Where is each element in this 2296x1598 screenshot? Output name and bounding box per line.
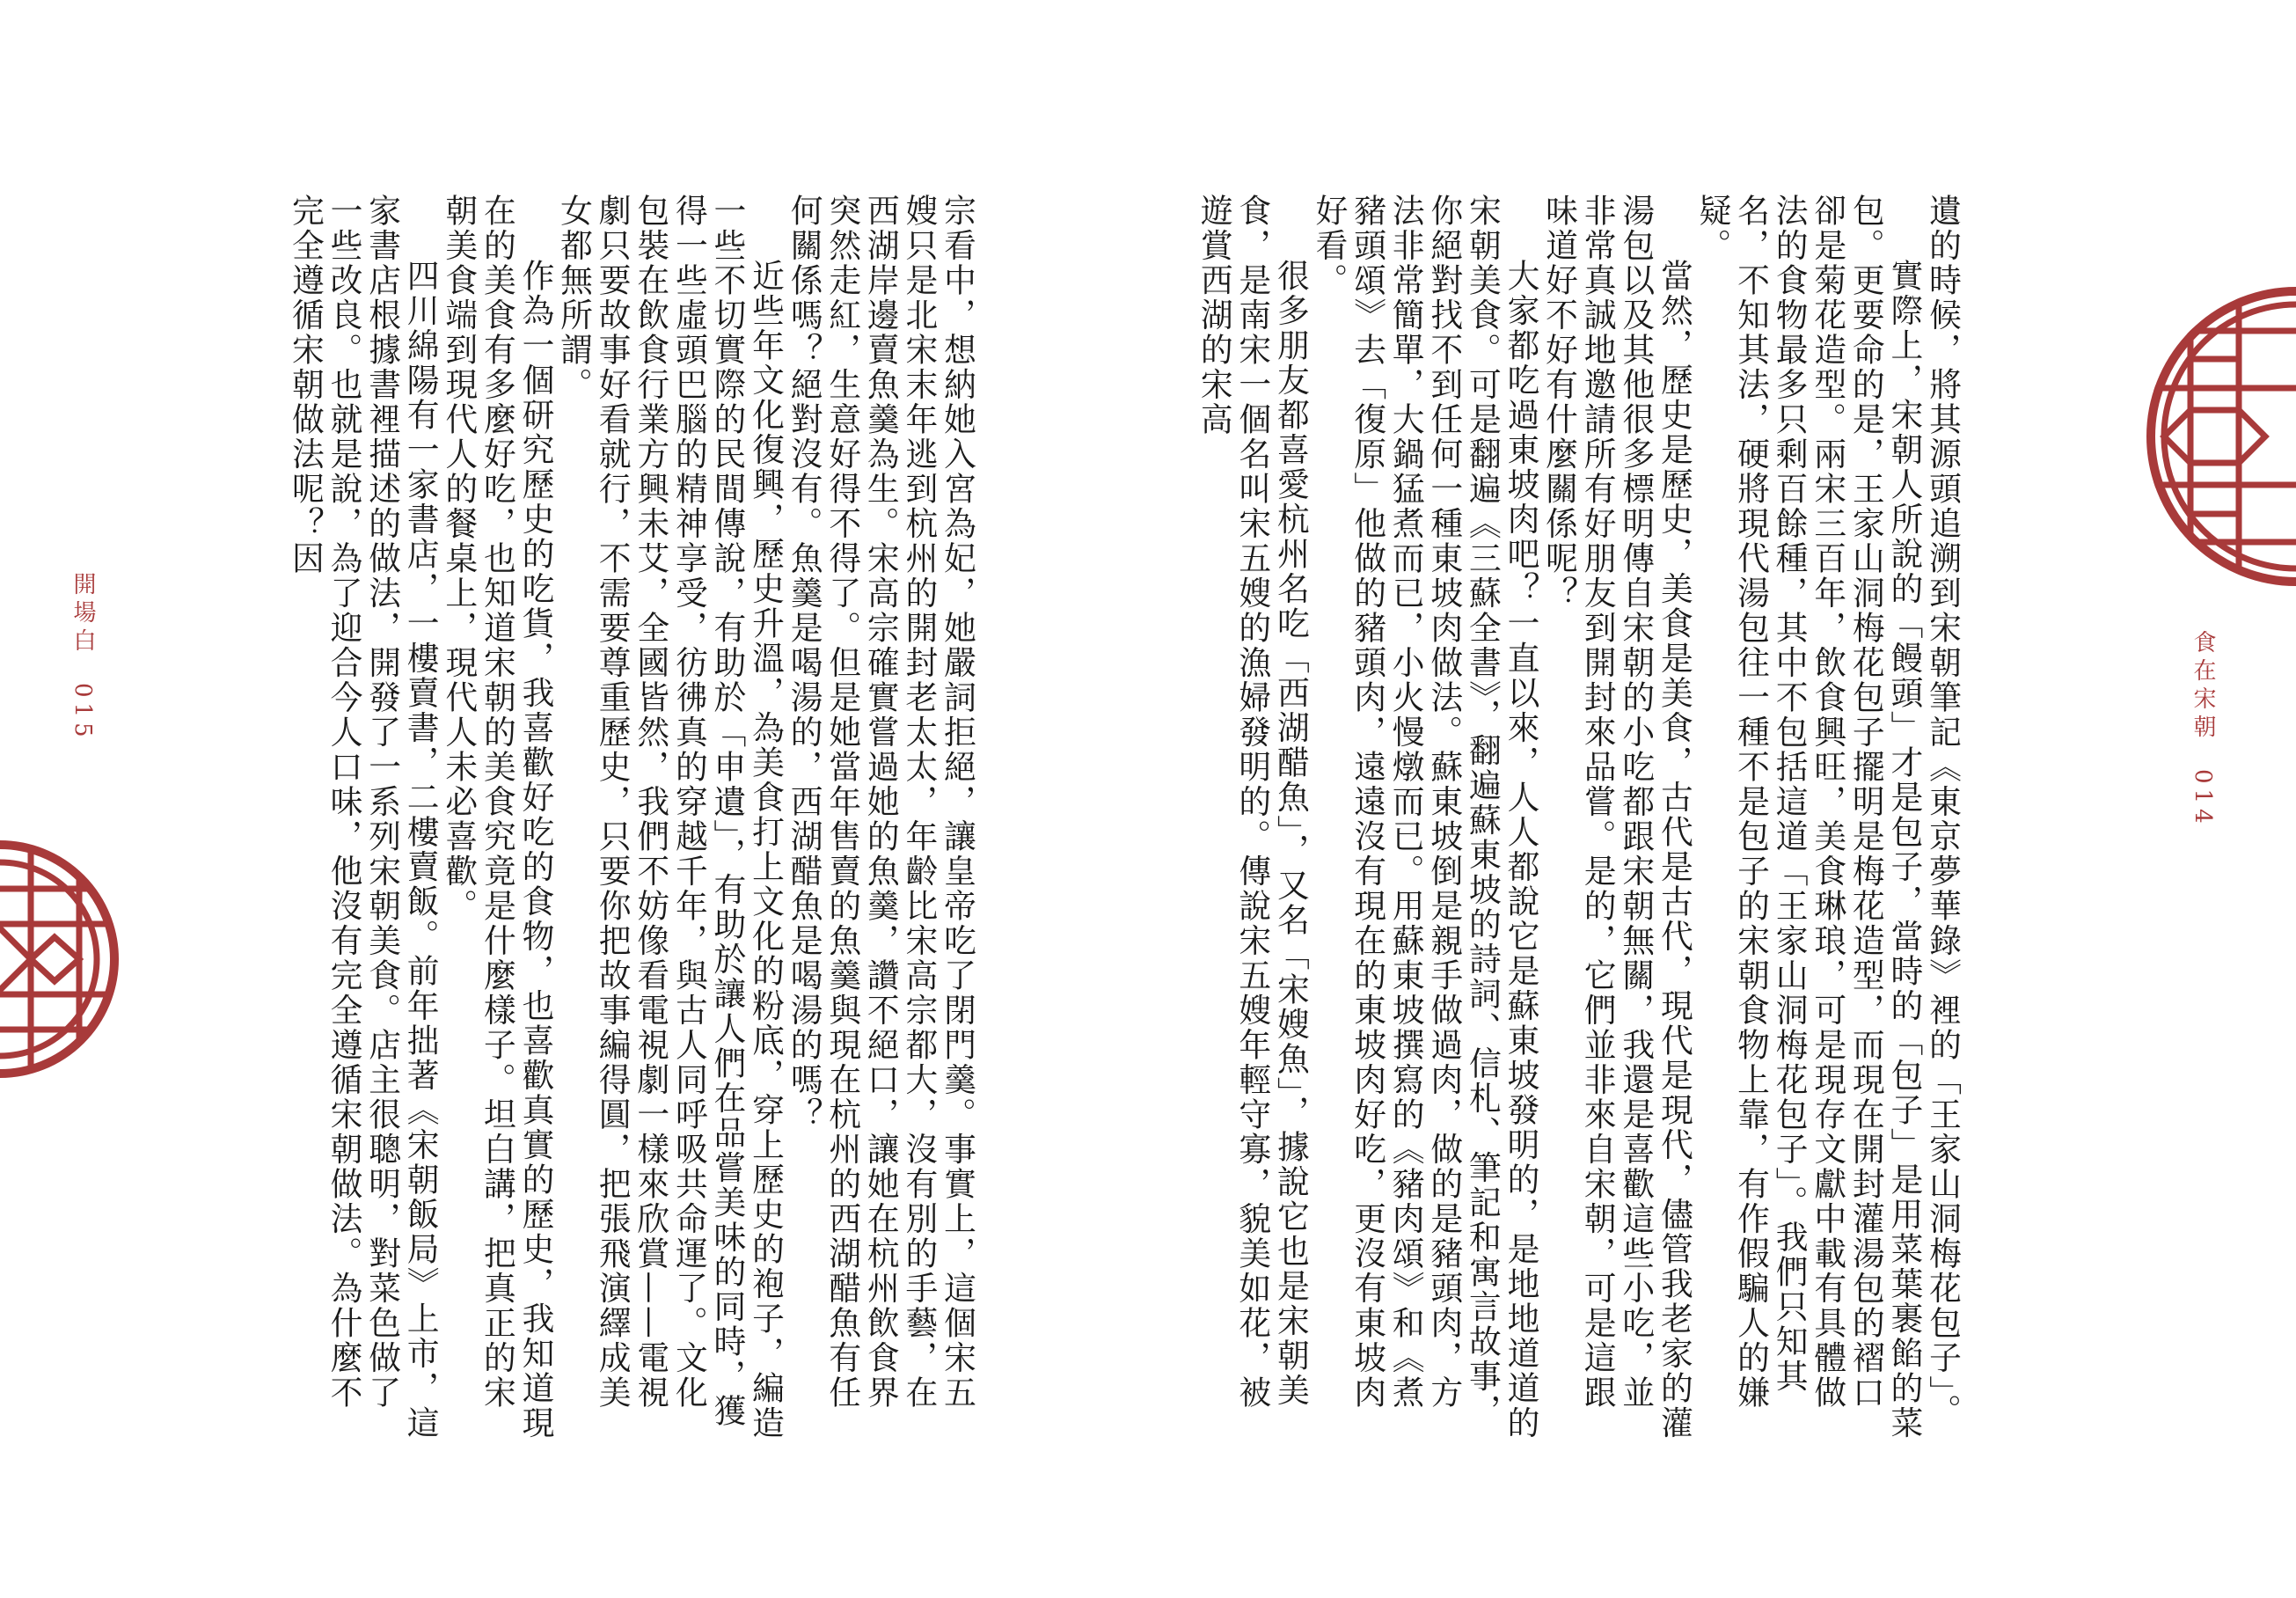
chapter-title: 開場白	[69, 572, 96, 656]
left-page-running-head	[67, 572, 99, 743]
right-page-body-text	[1195, 194, 1962, 1443]
paragraph: 大家都吃過東坡肉吧？一直以來，人人都說它是蘇東坡發明的，是地地道道的宋朝美食。可是翻遍《三蘇全書》，翻遍蘇東坡的詩詞、信札、筆記和寓言故事，你絕對找不到任何一種東坡肉做法。蘇東坡倒是親手做過肉，做的是豬頭肉，方法非常簡單，大鍋猛煮而已，小火慢燉而已。用蘇東坡撰寫的《豬肉頌》和《煮豬頭頌》去「復原」他做的豬頭肉，遠遠沒有現在的東坡肉好吃，更沒有東坡肉好看。	[1310, 194, 1540, 1440]
paragraph: 近些年文化復興，歷史升溫，為美食打上文化的粉底，穿上歷史的袍子，編造一些不切實際的民間傳說，有助於「申遺」，有助於讓人們在品嘗美味的同時，獲得一些虛頭巴腦的精神享受，彷彿真的穿越千年，與古人同呼吸共命運了。文化包裝在飲食行業方興未艾，全國皆然，我們不妨像看電視劇一樣來欣賞——電視劇只要故事好看就行，不需要尊重歷史，只要你把故事編得圓，把張飛演繹成美女都無所謂。	[555, 194, 786, 1440]
page-number: 014	[2190, 769, 2216, 829]
chinese-lattice-window-icon	[0, 783, 123, 1135]
chapter-title: 食在宋朝	[2190, 630, 2216, 743]
chinese-lattice-window-icon	[2138, 278, 2296, 595]
paragraph: 遺的時候，將其源頭追溯到宋朝筆記《東京夢華錄》裡的「王家山洞梅花包子」。	[1924, 194, 1962, 1429]
right-page-running-head	[2187, 630, 2219, 829]
paragraph: 當然，歷史是歷史，美食是美食，古代是古代，現代是現代，儘管我老家的灌湯包以及其他很多標明傳自宋朝的小吃都跟宋朝無關，我還是喜歡這些小吃，並非常真誠地邀請所有好朋友到開封來品嘗。是的，它們並非來自宋朝，可是這跟味道好不好有什麼關係呢？	[1540, 194, 1693, 1440]
page-number: 015	[69, 683, 96, 743]
paragraph: 實際上，宋朝人所說的「饅頭」才是包子，當時的「包子」是用菜葉裹餡的菜包。更要命的是，王家山洞梅花包子擺明是梅花造型，而現在開封灌湯包的褶口卻是菊花造型。兩宋三百年，飲食興旺，美食琳琅，可是現存文獻中載有具體做法的食物最多只剩百餘種，其中不包括這道「王家山洞梅花包子」。我們只知其名，不知其法，硬將現代湯包往一種不是包子的宋朝食物上靠，有作假騙人的嫌疑。	[1693, 194, 1924, 1440]
paragraph: 四川綿陽有一家書店，一樓賣書，二樓賣飯。前年拙著《宋朝飯局》上市，這家書店根據書裡描述的做法，開發了一系列宋朝美食。店主很聰明，對菜色做了一些改良。也就是說，為了迎合今人口味，他沒有完全遵循宋朝做法。為什麼不完全遵循宋朝做法呢？因	[286, 194, 440, 1440]
paragraph: 很多朋友都喜愛杭州名吃「西湖醋魚」，又名「宋嫂魚」，據說它也是宋朝美食，是南宋一個名叫宋五嫂的漁婦發明的。傳說宋五嫂年輕守寡，貌美如花，被遊賞西湖的宋高	[1195, 194, 1310, 1411]
paragraph: 作為一個研究歷史的吃貨，我喜歡好吃的食物，也喜歡真實的歷史，我知道現在的美食有多麼好吃，也知道宋朝的美食究竟是什麼樣子。坦白講，把真正的宋朝美食端到現代人的餐桌上，現代人未必喜歡。	[440, 194, 555, 1440]
left-page-body-text	[167, 194, 976, 1443]
paragraph: 宗看中，想納她入宮為妃，她嚴詞拒絕，讓皇帝吃了閉門羹。事實上，這個宋五嫂只是北宋末年逃到杭州的開封老太太，年齡比宋高宗都大，沒有別的手藝，在西湖岸邊賣魚羹為生。宋高宗確實嘗過她的魚羹，讚不絕口，讓她在杭州飲食界突然走紅，生意好得不得了。但是她當年售賣的魚羹與現在杭州的西湖醋魚有任何關係嗎？絕對沒有。魚羹是喝湯的，西湖醋魚是喝湯的嗎？	[785, 194, 976, 1411]
